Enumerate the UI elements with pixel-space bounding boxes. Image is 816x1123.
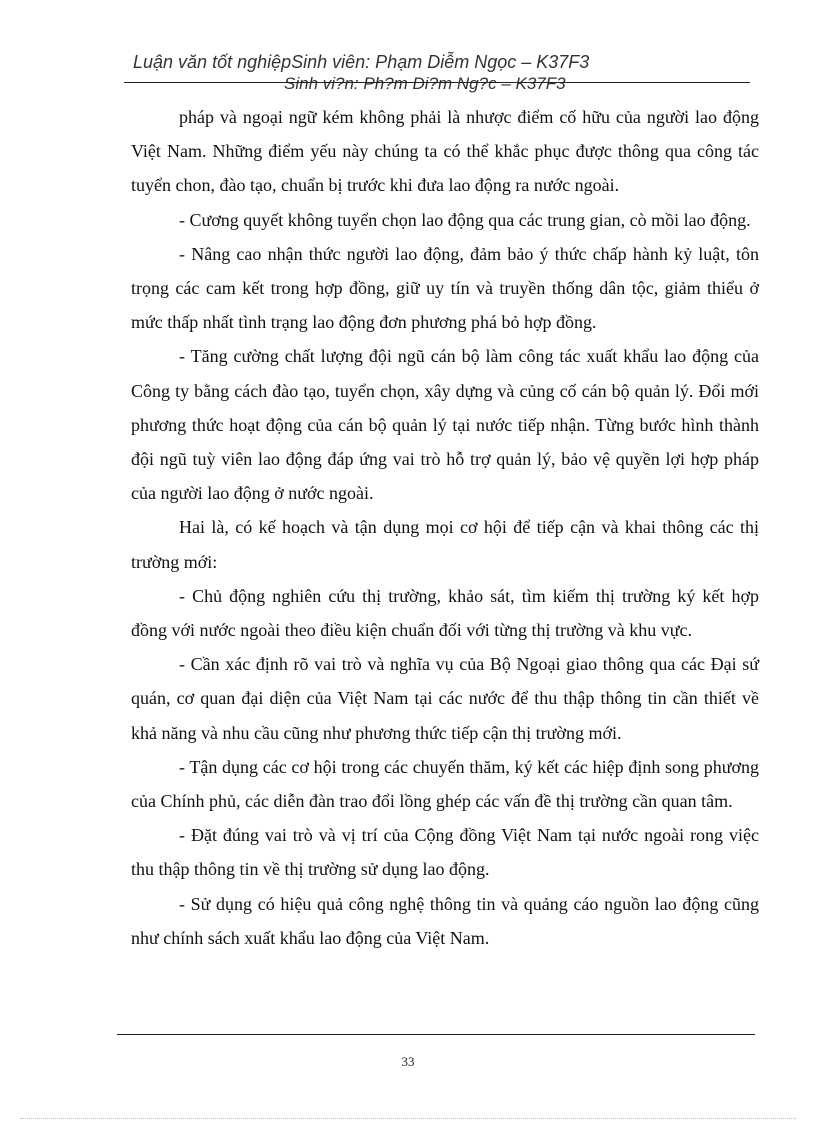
body-text bbox=[131, 100, 759, 955]
paragraph: - Đặt đúng vai trò và vị trí của Cộng đồng Việt Nam tại nước ngoài rong việc thu thập thông tin về thị trường sử dụng lao động. bbox=[131, 825, 759, 880]
paragraph: - Chủ động nghiên cứu thị trường, khảo sát, tìm kiếm thị trường ký kết hợp đồng với nước ngoài theo điều kiện chuẩn đối với từng thị trường và khu vực. bbox=[131, 585, 759, 641]
page-bottom-border bbox=[20, 1118, 796, 1119]
paragraph: - Nâng cao nhận thức người lao động, đảm bảo ý thức chấp hành kỷ luật, tôn trọng các cam kết trong hợp đồng, giữ uy tín và truyền thống dân tộc, giảm thiểu ở mức thấp nhất tình trạng lao động đơn phương phá bỏ hợp đồng. bbox=[131, 243, 759, 333]
paragraph: - Sử dụng có hiệu quả công nghệ thông tin và quảng cáo nguồn lao động cũng như chính sách xuất khẩu lao động của Việt Nam. bbox=[131, 893, 759, 948]
paragraph: Hai là, có kế hoạch và tận dụng mọi cơ hội để tiếp cận và khai thông các thị trường mới: bbox=[131, 517, 759, 572]
page-number: 33 bbox=[401, 1054, 415, 1069]
paragraph: - Cương quyết không tuyển chọn lao động qua các trung gian, cò mồi lao động. bbox=[179, 209, 751, 230]
paragraph: - Cần xác định rõ vai trò và nghĩa vụ của Bộ Ngoại giao thông qua các Đại sứ quán, cơ quan đại diện của Việt Nam tại các nước để thu thập thông tin cần thiết về khả năng và nhu cầu cũng như phương thức tiếp cận thị trường mới. bbox=[131, 654, 759, 743]
paragraph: pháp và ngoại ngữ kém không phải là nhược điểm cố hữu của người lao động Việt Nam. Những điểm yếu này chúng ta có thể khắc phục được thông qua công tác tuyển chon, đào tạo, chuẩn bị trước khi đưa lao động ra nước ngoài. bbox=[131, 107, 759, 196]
footer-divider bbox=[117, 1034, 755, 1035]
paragraph: - Tăng cường chất lượng đội ngũ cán bộ làm công tác xuất khẩu lao động của Công ty bằng cách đào tạo, tuyển chọn, xây dựng và củng cố cán bộ quản lý. Đổi mới phương thức hoạt động của cán bộ quản lý tại nước tiếp nhận. Từng bước hình thành đội ngũ tuỳ viên lao động đáp ứng vai trò hỗ trợ quản lý, bảo vệ quyền lợi hợp pháp của người lao động ở nước ngoài. bbox=[131, 346, 759, 504]
running-header: Luận văn tốt nghiệpSinh viên: Phạm Diễm Ngọc – K37F3 bbox=[133, 52, 590, 72]
running-header-garbled: Sinh vi?n: Ph?m Di?m Ng?c – K37F3 bbox=[284, 74, 566, 93]
paragraph: - Tận dụng các cơ hội trong các chuyến thăm, ký kết các hiệp định song phương của Chính phủ, các diễn đàn trao đổi lồng ghép các vấn đề thị trường cần quan tâm. bbox=[131, 756, 759, 812]
header-divider bbox=[124, 82, 750, 83]
